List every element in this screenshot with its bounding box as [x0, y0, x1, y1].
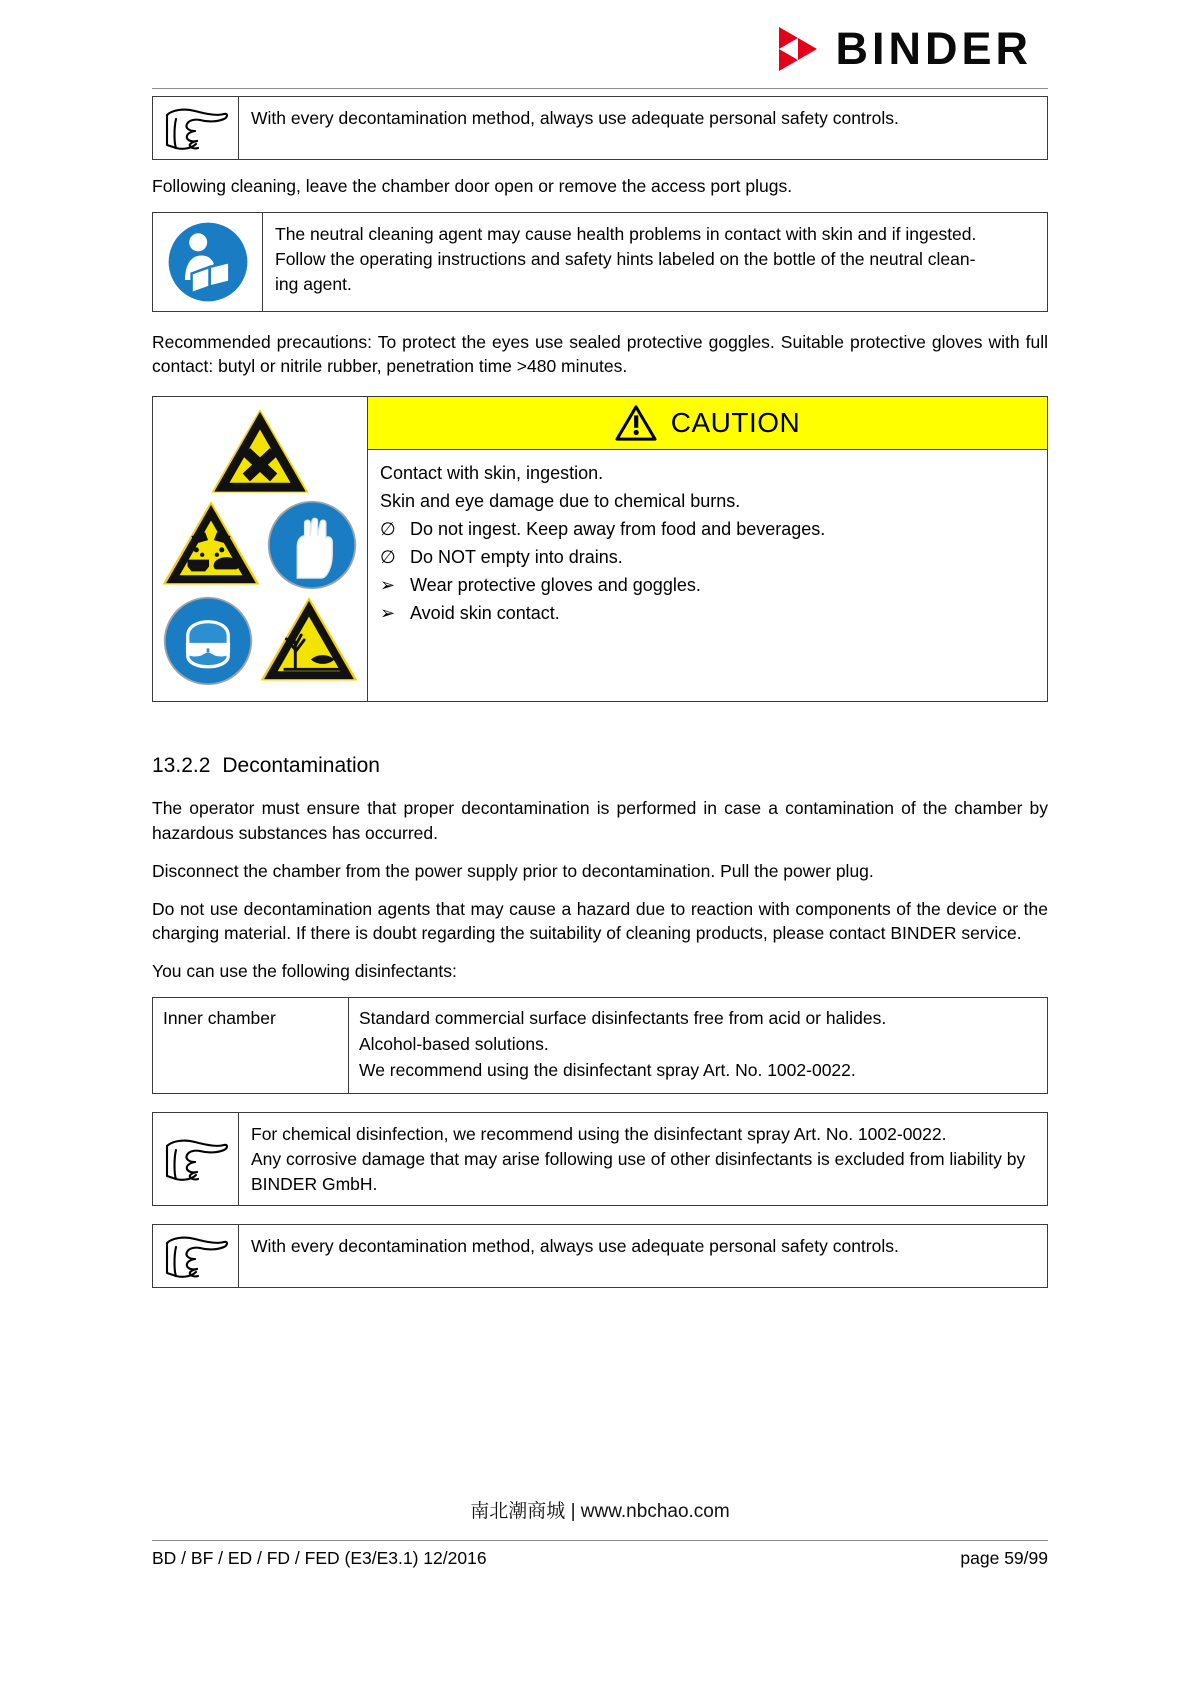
notice-box-chemical-disinfection [152, 1112, 1048, 1207]
pointing-hand-icon [153, 1225, 239, 1287]
table-row [153, 998, 1048, 1094]
arrow-marker-icon: ➢ [380, 602, 396, 623]
notice-line: The neutral cleaning agent may cause health problems in contact with skin and if ingested. [275, 224, 977, 245]
section-heading [152, 754, 1048, 778]
caution-box [152, 396, 1048, 702]
paragraph-agent-hazard: Do not use decontamination agents that may cause a hazard due to reaction with components of the device or the charging material. If there is doubt regarding the suitability of cleaning products, please contact BINDER service. [152, 898, 1048, 943]
notice-box-neutral-cleaning-agent [152, 212, 1048, 312]
read-manual-mandatory-icon [153, 213, 263, 311]
caution-list-item [380, 572, 1035, 600]
notice-text [263, 213, 1047, 311]
binder-triangles-logo-icon [779, 27, 825, 71]
notice-box-safety-controls-bottom [152, 1224, 1048, 1288]
caution-line: Contact with skin, ingestion. [380, 463, 604, 484]
caution-list-item [380, 600, 1035, 628]
caution-body [368, 450, 1047, 641]
caution-item-text: Wear protective gloves and goggles. [410, 574, 701, 595]
notice-text: With every decontamination method, always use adequate personal safety controls. [251, 108, 899, 128]
paragraph-disinfectants-intro: You can use the following disinfectants: [152, 961, 457, 982]
prohibition-marker-icon: ∅ [380, 519, 396, 540]
notice-text [239, 1113, 1047, 1206]
environmental-hazard-icon [260, 595, 358, 687]
notice-text: With every decontamination method, always use adequate personal safety controls. [251, 1236, 899, 1257]
caution-item-text: Avoid skin contact. [410, 602, 560, 623]
caution-item-text: Do NOT empty into drains. [410, 547, 623, 568]
table-value-line: Alcohol-based solutions. [359, 1034, 549, 1055]
disinfectant-table [152, 997, 1048, 1094]
paragraph-disconnect-power: Disconnect the chamber from the power supply prior to decontamination. Pull the power plug. [152, 860, 874, 881]
notice-line: Follow the operating instructions and safety hints labeled on the bottle of the neutral clean- [275, 248, 976, 269]
header-divider [152, 88, 1048, 89]
paragraph-following-cleaning: Following cleaning, leave the chamber door open or remove the access port plugs. [152, 176, 793, 196]
footer-page-number: page 59/99 [960, 1548, 1048, 1568]
footer-divider [152, 1540, 1048, 1541]
brand-name: BINDER [835, 23, 1032, 74]
table-cell-key: Inner chamber [153, 998, 349, 1094]
harmful-irritant-hazard-icon [211, 407, 309, 495]
table-cell-value [349, 998, 1048, 1094]
caution-list-item [380, 544, 1035, 572]
notice-line: ing agent. [275, 273, 352, 294]
table-value-line: Standard commercial surface disinfectants free from acid or halides. [359, 1008, 887, 1029]
caution-title: CAUTION [670, 407, 801, 439]
corrosive-hazard-icon [162, 499, 260, 591]
table-value-line: We recommend using the disinfectant spray Art. No. 1002-0022. [359, 1060, 856, 1081]
caution-content [368, 397, 1047, 701]
caution-list-item [380, 516, 1035, 544]
paragraph-operator-decontamination: The operator must ensure that proper decontamination is performed in case a contamination of the chamber by hazardous substances has occurred. [152, 798, 1048, 843]
caution-line: Skin and eye damage due to chemical burns. [380, 491, 741, 512]
footer-watermark: 南北潮商城 | www.nbchao.com [470, 1501, 730, 1522]
pointing-hand-icon [153, 97, 239, 159]
section-number: 13.2.2 [152, 754, 211, 778]
caution-pictogram-group [153, 397, 368, 701]
caution-item-text: Do not ingest. Keep away from food and beverages. [410, 519, 826, 540]
caution-header [368, 397, 1047, 450]
warning-triangle-icon [615, 404, 657, 442]
page-content [0, 96, 1200, 1288]
notice-line: Any corrosive damage that may arise following use of other disinfectants is excluded from liability by BINDER GmbH. [251, 1148, 1026, 1194]
pointing-hand-icon [153, 1113, 239, 1206]
notice-box-safety-controls-top [152, 96, 1048, 160]
page-header [0, 0, 1200, 96]
footer-document-code: BD / BF / ED / FD / FED (E3/E3.1) 12/2016 [152, 1548, 487, 1568]
notice-line: For chemical disinfection, we recommend using the disinfectant spray Art. No. 1002-0022. [251, 1123, 947, 1144]
wear-eye-protection-icon [162, 595, 254, 687]
arrow-marker-icon: ➢ [380, 574, 396, 595]
prohibition-marker-icon: ∅ [380, 547, 396, 568]
wear-protective-gloves-icon [266, 499, 358, 591]
binder-logo [779, 23, 1032, 74]
paragraph-recommended-precautions: Recommended precautions: To protect the eyes use sealed protective goggles. Suitable protective gloves with full contact: butyl or nitrile rubber, penetration time >480 minutes. [152, 332, 1048, 377]
footer [152, 1548, 1048, 1569]
section-title: Decontamination [222, 754, 380, 778]
